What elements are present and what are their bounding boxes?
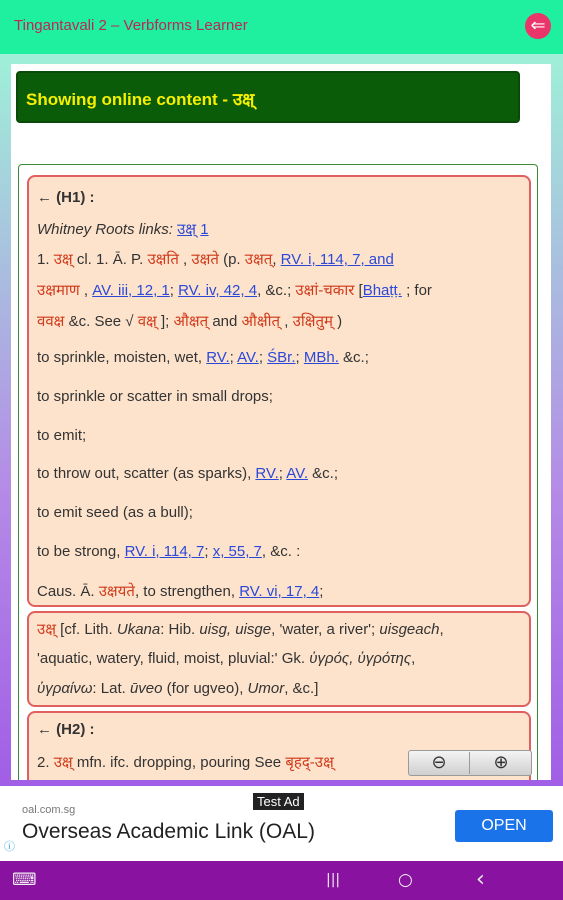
entry-card-h1: [27, 175, 531, 607]
ref-link[interactable]: x, 55, 7: [212, 543, 262, 560]
ref-link[interactable]: AV.: [237, 349, 259, 366]
zoom-controls: [408, 750, 532, 776]
content-panel[interactable]: [11, 64, 551, 780]
zoom-out-button[interactable]: [409, 752, 470, 774]
banner-text: Showing online content - उक्ष्: [26, 90, 255, 109]
ref-link[interactable]: MBh.: [303, 349, 339, 366]
entry-line: ववक्ष &c. See √ वक्ष् ]; औक्षत् and औक्षीत् , उक्षितुम् ): [37, 313, 343, 330]
nav-back-icon[interactable]: ‹: [476, 867, 485, 892]
ref-link[interactable]: ŚBr.: [267, 349, 296, 366]
entry-line: to throw out, scatter (as sparks), RV.; AV. &c.;: [37, 465, 338, 482]
ref-link[interactable]: RV. i, 114, 7, and: [280, 251, 394, 268]
ref-link[interactable]: Bhaṭṭ.: [362, 282, 402, 299]
entry-line: to emit;: [37, 427, 87, 444]
content-frame: [0, 54, 563, 786]
entry-header-h2[interactable]: ← (H2) :: [37, 721, 95, 738]
entry-line: to sprinkle or scatter in small drops;: [37, 388, 273, 405]
whitney-link-word[interactable]: उक्ष्: [177, 221, 197, 238]
ad-banner[interactable]: [0, 786, 563, 861]
zoom-in-button[interactable]: [471, 752, 531, 774]
ref-link[interactable]: RV. vi, 17, 4: [239, 583, 320, 600]
ref-link[interactable]: RV. i, 114, 7: [124, 543, 205, 560]
ref-link[interactable]: AV.: [286, 465, 308, 482]
entry-line: to sprinkle, moisten, wet, RV.; AV.; ŚBr.; MBh. &c.;: [37, 349, 369, 366]
entry-line: 2. उक्ष् mfn. ifc. dropping, pouring See बृहद्-उक्ष्: [37, 754, 334, 771]
etymology-card: [27, 611, 531, 707]
zoom-in-icon: ⊕: [493, 752, 509, 773]
entry-line: Caus. Ā. उक्षयते, to strengthen, RV. vi, 17, 4;: [37, 583, 324, 600]
status-banner: [16, 71, 520, 123]
ad-open-button[interactable]: OPEN: [455, 810, 553, 842]
entries-container: [18, 164, 538, 780]
recents-icon[interactable]: |||: [326, 872, 341, 888]
entry-line: to be strong, RV. i, 114, 7; x, 55, 7, &c. :: [37, 543, 301, 560]
keyboard-icon[interactable]: ⌨: [12, 870, 37, 890]
ad-headline[interactable]: Overseas Academic Link (OAL): [22, 820, 315, 843]
ref-link[interactable]: RV. iv, 42, 4: [178, 282, 258, 299]
back-button[interactable]: [525, 13, 551, 39]
system-nav-bar: [0, 861, 563, 900]
home-icon[interactable]: ○: [398, 870, 413, 890]
etym-line: उक्ष् [cf. Lith. Ukana: Hib. uisg, uisge, 'water, a river'; uisgeach,: [37, 621, 444, 638]
zoom-out-icon: ⊖: [431, 752, 447, 773]
app-bar: [0, 0, 563, 54]
ref-link[interactable]: RV.: [206, 349, 230, 366]
arrow-left-icon: ⇐: [530, 15, 546, 36]
whitney-link-num[interactable]: 1: [200, 221, 209, 238]
entry-line: 1. उक्ष् cl. 1. Ā. P. उक्षति , उक्षते (p. उक्षत्, RV. i, 114, 7, and: [37, 251, 394, 268]
etym-line: ὑγραίνω: Lat. ūveo (for ugveo), Umor, &c.]: [37, 680, 319, 697]
entry-line: to emit seed (as a bull);: [37, 504, 193, 521]
entry-line: उक्षमाण , AV. iii, 12, 1; RV. iv, 42, 4, &c.; उक्षां-चकार [Bhaṭṭ. ; for: [37, 282, 432, 299]
ref-link[interactable]: RV.: [255, 465, 279, 482]
app-title: Tingantavali 2 – Verbforms Learner: [14, 17, 248, 34]
ad-domain: oal.com.sg: [22, 804, 76, 816]
whitney-links: Whitney Roots links: उक्ष् 1: [37, 221, 209, 238]
ad-tag: Test Ad: [253, 793, 304, 810]
ref-link[interactable]: AV. iii, 12, 1: [92, 282, 170, 299]
etym-line: 'aquatic, watery, fluid, moist, pluvial:' Gk. ὑγρός, ὑγρότης,: [37, 650, 416, 667]
adchoices-icon[interactable]: ⓘ: [4, 840, 15, 853]
entry-header-h1[interactable]: ← (H1) :: [37, 189, 95, 206]
